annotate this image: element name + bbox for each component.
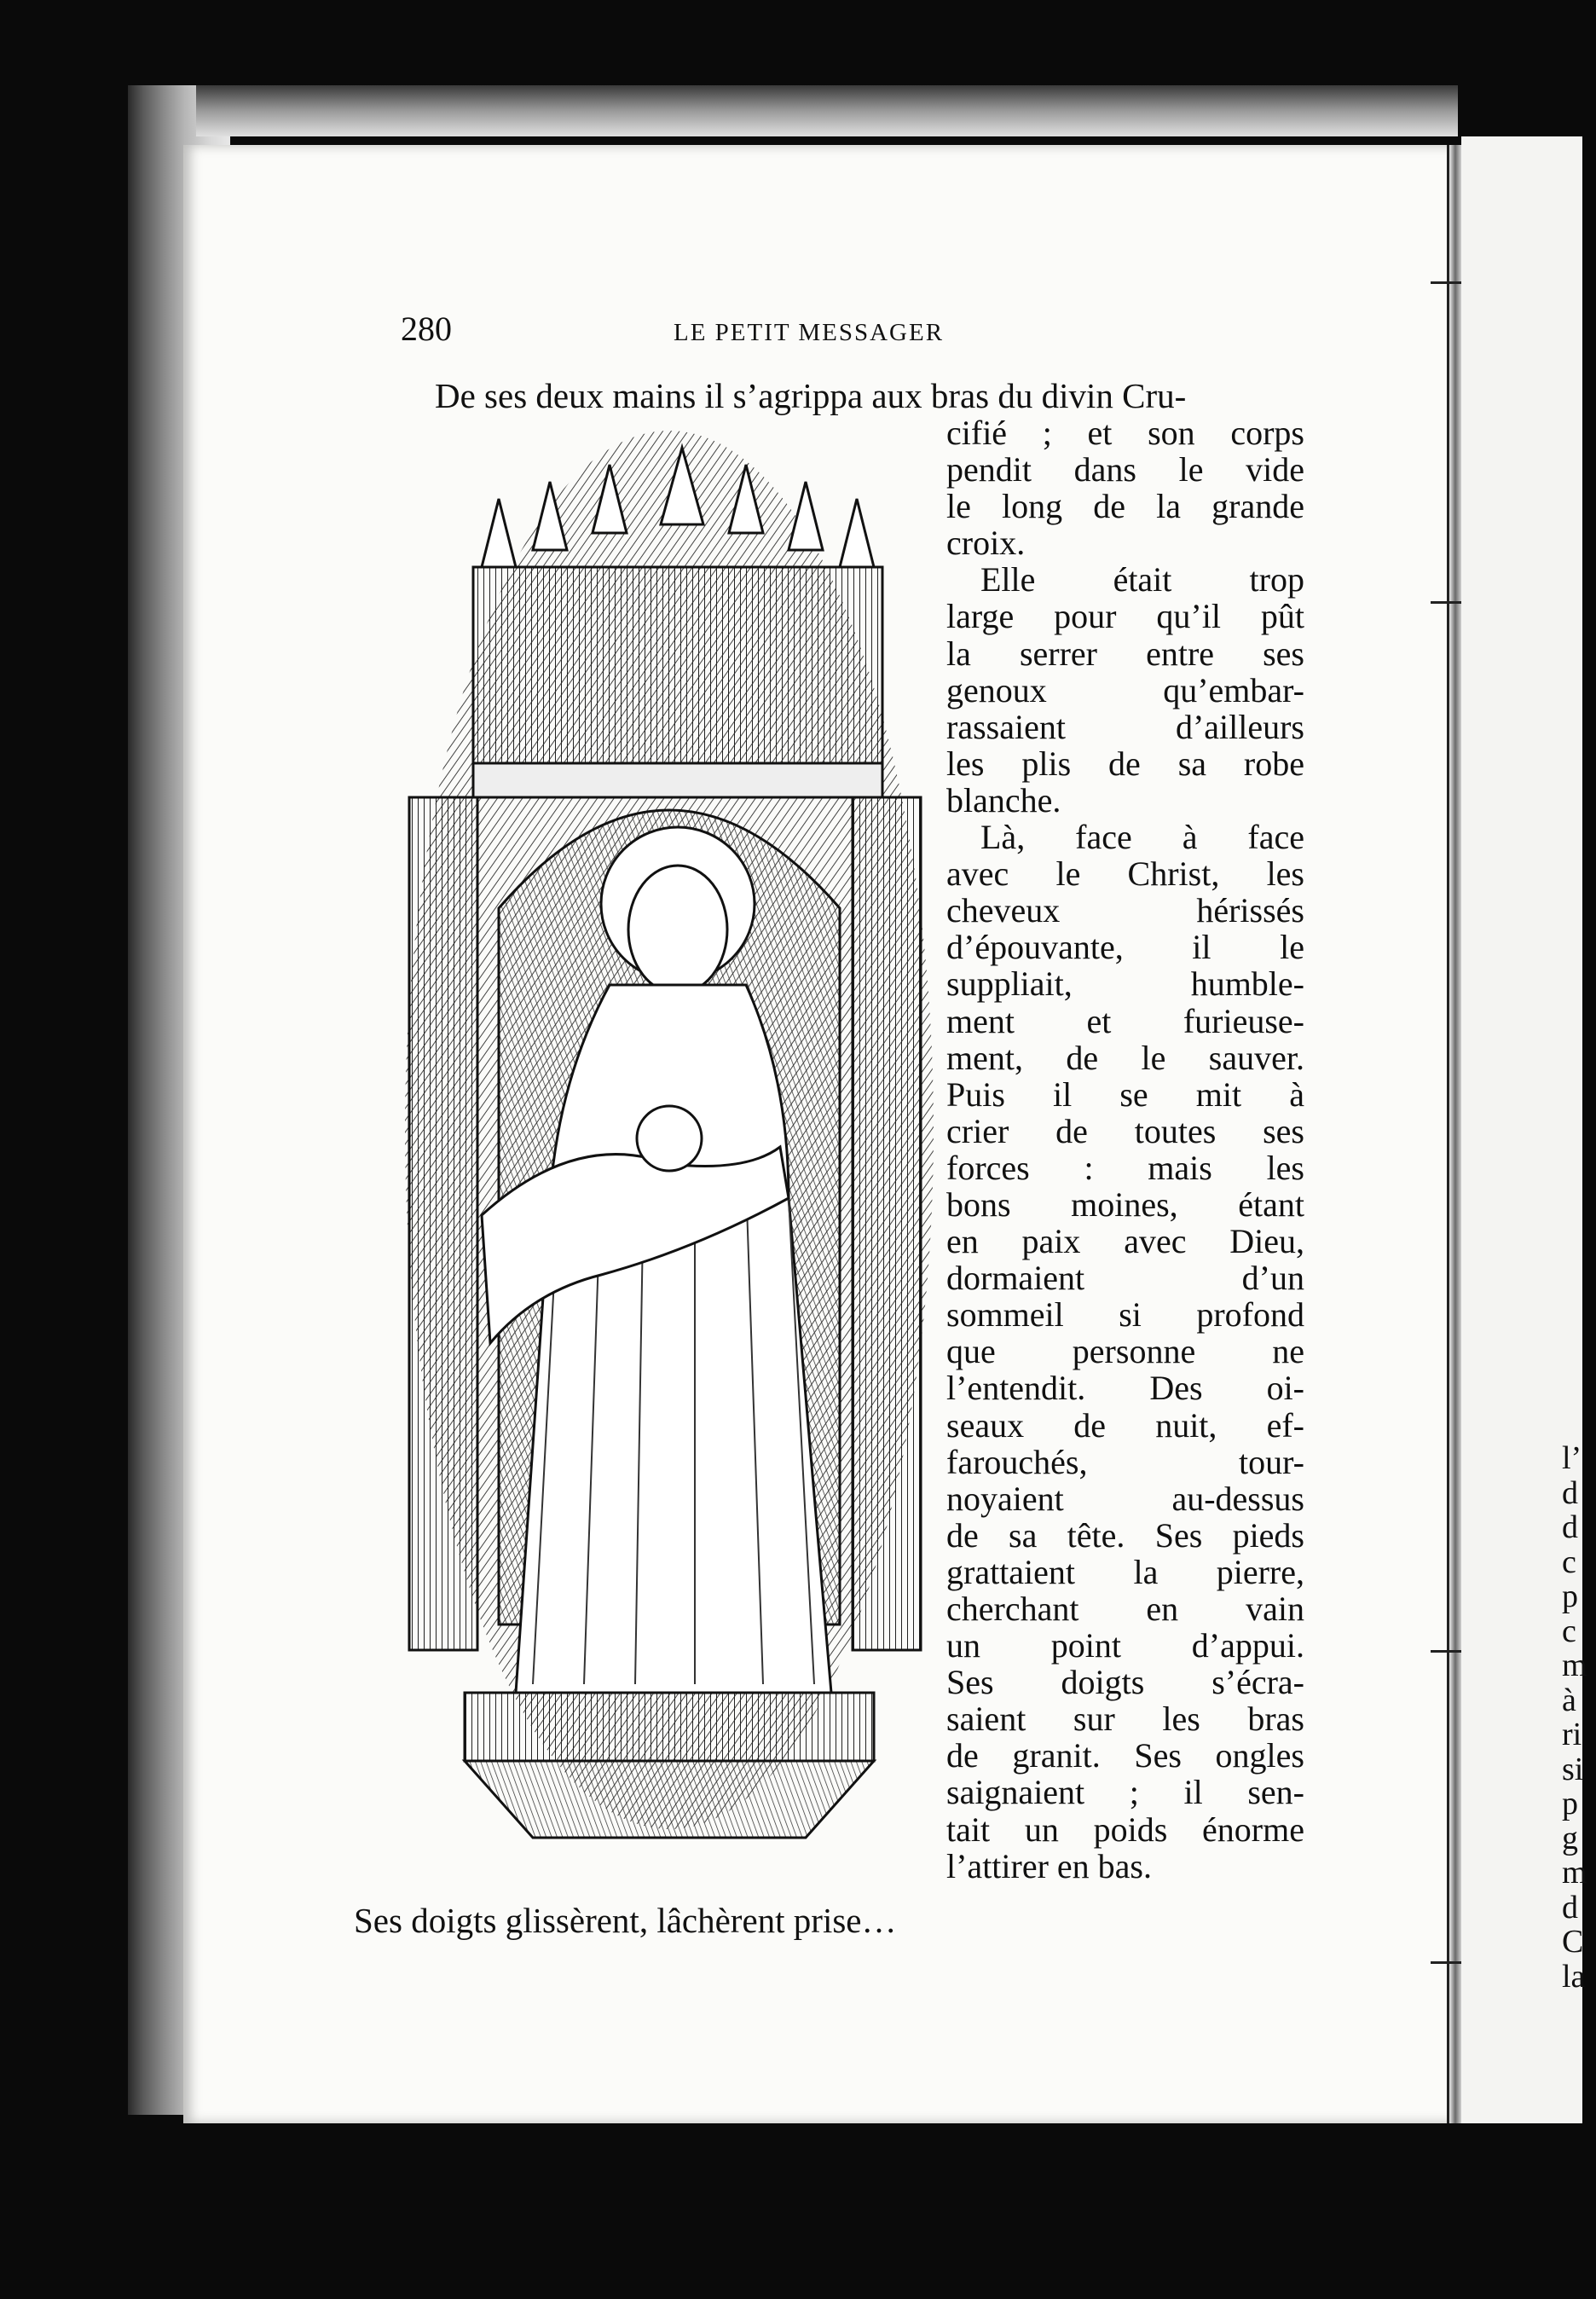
text-line: les plis de sa robe: [946, 744, 1304, 783]
facing-page-letter: d: [1562, 1889, 1578, 1925]
text-line: cherchant en vain: [946, 1590, 1304, 1628]
facing-page-letter: si: [1562, 1751, 1584, 1787]
text-line: cheveux hérissés: [946, 891, 1304, 930]
text-line: saignaient ; il sen-: [946, 1773, 1304, 1812]
text-line: dormaient d’un: [946, 1259, 1304, 1298]
text-line: de granit. Ses ongles: [946, 1736, 1304, 1775]
text-line: suppliait, humble-: [946, 964, 1304, 1004]
spine-line: [1447, 145, 1449, 2123]
text-line: genoux qu’embar-: [946, 670, 1304, 709]
facing-page-letter: à: [1562, 1682, 1576, 1718]
facing-page-letter: g: [1562, 1820, 1578, 1856]
facing-page-letter: m: [1562, 1855, 1587, 1891]
text-line: la serrer entre ses: [946, 634, 1304, 673]
page-header: [401, 309, 1296, 360]
last-line: Ses doigts glissèrent, lâchèrent prise…: [354, 1901, 897, 1940]
text-line: en paix avec Dieu,: [946, 1222, 1304, 1261]
facing-page-letter: l’: [1562, 1440, 1582, 1476]
facing-page-letter: ri: [1562, 1717, 1582, 1752]
text-line: saient sur les bras: [946, 1700, 1304, 1739]
text-line: forces : mais les: [946, 1148, 1304, 1187]
madonna-statue-illustration: [388, 431, 942, 1885]
text-line: tait un poids énorme: [946, 1810, 1304, 1849]
text-line: l’entendit. Des oi-: [946, 1369, 1304, 1408]
text-line: que personne ne: [946, 1332, 1304, 1371]
book-gutter: [1449, 145, 1461, 2123]
page-top-edge: [196, 85, 1458, 136]
facing-page-text: [1562, 1441, 1596, 1994]
facing-page-letter: C: [1562, 1924, 1584, 1960]
text-line: pendit dans le vide: [946, 450, 1304, 489]
facing-page-letter: c: [1562, 1613, 1576, 1649]
text-line: le long de la grande: [946, 487, 1304, 526]
text-line: Ses doigts s’écra-: [946, 1663, 1304, 1702]
facing-page-letter: m: [1562, 1648, 1587, 1683]
gutter-mark: [1431, 1650, 1461, 1653]
text-line: un point d’appui.: [946, 1626, 1304, 1665]
facing-page-letter: d: [1562, 1509, 1578, 1545]
text-line: farouchés, tour-: [946, 1442, 1304, 1481]
text-line: Puis il se mit à: [946, 1074, 1304, 1114]
facing-page-letter: p: [1562, 1578, 1578, 1614]
text-line: noyaient au-dessus: [946, 1479, 1304, 1518]
text-line: sommeil si profond: [946, 1295, 1304, 1335]
text-line: avec le Christ, les: [946, 854, 1304, 894]
text-line: bons moines, étant: [946, 1184, 1304, 1224]
text-line: cifié ; et son corps: [946, 414, 1304, 452]
text-line: ment et furieuse-: [946, 1001, 1304, 1040]
facing-page-letter: la: [1562, 1958, 1586, 1995]
facing-page-letter: p: [1562, 1786, 1578, 1821]
running-title: LE PETIT MESSAGER: [674, 319, 945, 346]
text-line: Là, face à face: [980, 818, 1304, 857]
text-line: l’attirer en bas.: [946, 1846, 1152, 1885]
first-line: De ses deux mains il s’agrippa aux bras du divin Cru-: [435, 376, 1187, 415]
facing-page-letter: d: [1562, 1474, 1578, 1511]
gutter-mark: [1431, 601, 1461, 604]
text-line: blanche.: [946, 780, 1061, 819]
text-line: Elle était trop: [980, 560, 1304, 599]
text-line: d’épouvante, il le: [946, 928, 1304, 967]
page-number: 280: [401, 310, 452, 348]
text-line: large pour qu’il pût: [946, 597, 1304, 636]
gutter-mark: [1431, 1961, 1461, 1964]
text-line: seaux de nuit, ef-: [946, 1405, 1304, 1445]
text-line: crier de toutes ses: [946, 1111, 1304, 1150]
text-column: [946, 414, 1304, 1885]
gutter-mark: [1431, 281, 1461, 284]
text-line: grattaient la pierre,: [946, 1552, 1304, 1591]
text-line: de sa tête. Ses pieds: [946, 1515, 1304, 1555]
text-line: croix.: [946, 524, 1026, 563]
facing-page-letter: c: [1562, 1543, 1576, 1580]
text-line: rassaient d’ailleurs: [946, 707, 1304, 746]
text-line: ment, de le sauver.: [946, 1038, 1304, 1077]
